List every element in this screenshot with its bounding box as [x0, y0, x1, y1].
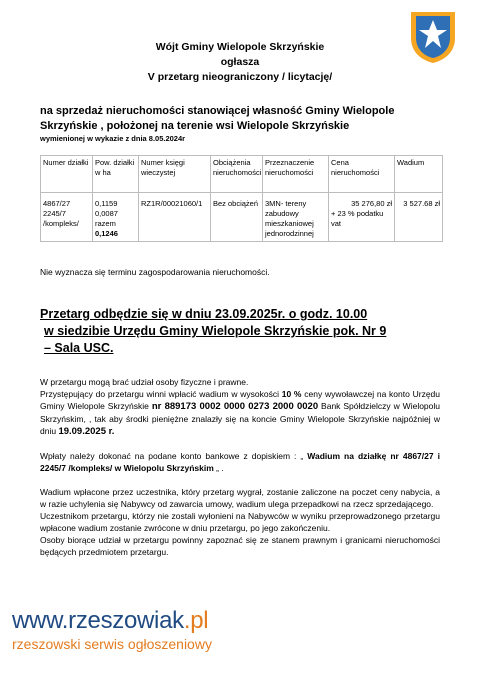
col-header-pow: Pow. działki w ha	[93, 156, 139, 193]
property-table	[40, 155, 443, 242]
p2-text-b: ceny wywoławczej na konto Urzędu Gminy Wielopole Skrzyńskie	[40, 389, 440, 411]
cell-pow-razem: razem	[95, 219, 116, 228]
terms-body	[40, 376, 440, 558]
watermark-site	[12, 608, 312, 634]
p3-text-c: „ .	[213, 463, 224, 473]
col-header-obciazenia: Obciążenia nieruchomości	[211, 156, 263, 193]
p2-percent: 10 %	[281, 389, 302, 399]
p3-text-a: Wpłaty należy dokonać na podane konto bankowe z dopiskiem : „	[40, 451, 308, 461]
cell-numer: 4867/27 2245/7 /kompleks/	[41, 193, 93, 242]
cell-przeznaczenie: 3MN- tereny zabudowy mieszkaniowej jednorodzinnej	[263, 193, 329, 242]
intro-text: na sprzedaż nieruchomości stanowiącej własność Gminy Wielopole Skrzyńskie , położonej na terenie wsi Wielopole Skrzyńskie	[40, 105, 395, 132]
cell-cena-value: 35 276,80 zł	[351, 199, 392, 208]
cell-wadium: 3 527.68 zł	[395, 193, 443, 242]
header-line-3: V przetarg nieograniczony / licytację/	[147, 71, 333, 83]
col-header-wadium: Wadium	[395, 156, 443, 193]
terms-paragraph-3	[40, 450, 440, 474]
intro-small-note: wymienionej w wykazie z dnia 8.05.2024r	[40, 134, 186, 143]
watermark-www: www.	[12, 607, 69, 634]
p2-text-c: Bank Spółdzielczy w Wielopolu Skrzyńskim, , tak aby środki pieniężne znalazły się na koncie Gminy Wielopole Skrzyńskie najpóźniej w dniu	[40, 401, 441, 436]
bank-account-number: nr 889173 0002 0000 0273 2000 0020	[151, 401, 319, 412]
col-header-numer: Numer działki	[41, 156, 93, 193]
col-header-ksiega: Numer księgi wieczystej	[139, 156, 211, 193]
cell-pow-2: 0,0087	[95, 209, 118, 218]
cell-cena-vat: + 23 % podatku vat	[331, 209, 384, 228]
cell-cena	[329, 193, 395, 242]
table-row	[41, 193, 443, 242]
table-header-row	[41, 156, 443, 193]
cell-pow	[93, 193, 139, 242]
col-header-cena: Cena nieruchomości	[329, 156, 395, 193]
col-header-przeznaczenie: Przeznaczenie nieruchomości	[263, 156, 329, 193]
transfer-title: Wadium na działkę nr 4867/27 i 2245/7 /kompleks/ w Wielopolu Skrzyńskim	[40, 451, 440, 473]
terms-paragraph-6: Osoby biorące udział w przetargu powinny zapoznać się ze stanem prawnym i granicami nieruchomości będących przedmiotem przetargu.	[40, 535, 440, 557]
announcement-header	[60, 40, 420, 85]
auction-line-1: Przetarg odbędzie się w dniu 23.09.2025r. o godz. 10.00	[40, 307, 368, 321]
terms-paragraph-1: W przetargu mogą brać udział osoby fizyczne i prawne.	[40, 377, 249, 387]
terms-paragraph-4: Wadium wpłacone przez uczestnika, który przetarg wygrał, zostanie zaliczone na poczet ceny nabycia, a w razie uchylenia się Nabywcy od zawarcia umowy, wadium ulega przepadkowi na rzecz sprzedającego.	[40, 487, 440, 509]
header-line-2: ogłasza	[220, 56, 260, 68]
terms-paragraph-2	[40, 388, 440, 438]
watermark-footer	[12, 608, 312, 652]
auction-line-2: w siedzibie Urzędu Gminy Wielopole Skrzyńskie pok. Nr 9	[44, 324, 387, 338]
watermark-tld: .pl	[183, 607, 209, 634]
cell-pow-1: 0,1159	[95, 199, 118, 208]
intro-paragraph	[40, 104, 440, 144]
watermark-brand: rzeszowiak	[68, 607, 184, 634]
auction-line-3: – Sala USC.	[44, 341, 114, 355]
watermark-tagline: rzeszowski serwis ogłoszeniowy	[12, 636, 212, 652]
header-line-1: Wójt Gminy Wielopole Skrzyńskie	[155, 41, 325, 53]
cell-obciazenia: Bez obciążeń	[211, 193, 263, 242]
cell-pow-total: 0,1246	[95, 229, 118, 238]
auction-date-block	[40, 306, 450, 357]
development-note: Nie wyznacza się terminu zagospodarowania nieruchomości.	[40, 267, 270, 277]
p2-text-a: Przystępujący do przetargu winni wpłacić wadium w wysokości	[40, 389, 282, 399]
terms-paragraph-5: Uczestnikom przetargu, którzy nie zostali wyłonieni na Nabywców w wyniku przeprowadzonego przetargu wpłacone wadium zostanie zwrócone w dniu przetargu, po jego zakończeniu.	[40, 511, 440, 533]
deadline-date: 19.09.2025 r.	[58, 426, 115, 437]
cell-ksiega: RZ1R/00021060/1	[139, 193, 211, 242]
